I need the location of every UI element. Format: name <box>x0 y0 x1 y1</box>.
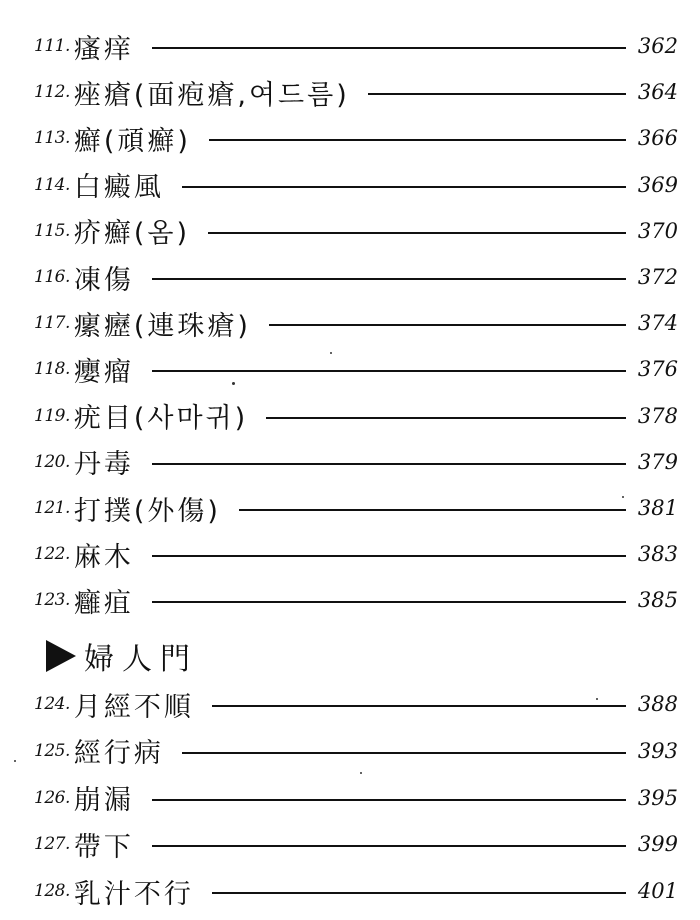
entry-title: 痤瘡(面疱瘡,여드름) <box>73 79 350 111</box>
entry-title: 崩漏 <box>73 785 134 817</box>
scan-speck <box>622 496 624 498</box>
toc-entry <box>34 536 678 572</box>
leader-line <box>152 370 626 372</box>
entry-page-number: 385 <box>637 588 678 613</box>
entry-title: 疥癬(옴) <box>73 218 191 250</box>
entry-number: 117. <box>34 313 70 334</box>
entry-number: 113. <box>34 128 70 149</box>
entry-page-number: 399 <box>637 832 678 857</box>
entry-title: 癬(頑癬) <box>73 125 191 157</box>
entry-title: 丹毒 <box>73 449 134 481</box>
triangle-right-icon <box>46 640 76 672</box>
entry-title: 凍傷 <box>73 264 134 296</box>
entry-number: 125. <box>34 740 70 761</box>
entry-title: 打撲(外傷) <box>73 495 221 527</box>
leader-line <box>368 93 626 95</box>
leader-line <box>182 186 626 188</box>
entry-title: 癰疽 <box>73 587 134 619</box>
scan-speck <box>596 698 598 700</box>
entry-title: 月經不順 <box>73 691 194 723</box>
entry-page-number: 401 <box>637 879 678 904</box>
toc-entry <box>34 351 678 387</box>
entry-page-number: 393 <box>637 738 678 763</box>
entry-page-number: 370 <box>637 218 678 243</box>
entry-title: 瘙痒 <box>73 33 134 65</box>
leader-line <box>212 705 626 707</box>
leader-line <box>182 752 626 754</box>
toc-entry <box>34 582 678 618</box>
toc-entry <box>34 120 678 156</box>
entry-title: 白癜風 <box>73 172 164 204</box>
entry-page-number: 381 <box>637 496 678 520</box>
entry-number: 128. <box>34 881 70 902</box>
entry-title: 癭瘤 <box>73 356 134 388</box>
leader-line <box>269 324 626 326</box>
leader-line <box>209 139 626 141</box>
entry-title: 麻木 <box>73 541 134 573</box>
entry-page-number: 369 <box>637 172 678 197</box>
entry-page-number: 395 <box>637 785 678 810</box>
entry-page-number: 366 <box>637 126 678 151</box>
leader-line <box>266 417 626 419</box>
entry-page-number: 374 <box>637 311 678 336</box>
entry-page-number: 378 <box>637 403 678 428</box>
scan-speck <box>330 352 332 354</box>
entry-page-number: 379 <box>637 449 678 474</box>
toc-entry <box>34 28 678 64</box>
toc-entry <box>34 686 678 722</box>
section-title: 婦人門 <box>84 642 198 677</box>
toc-entry <box>34 780 678 816</box>
section-heading <box>46 634 198 678</box>
scan-speck <box>232 382 235 385</box>
toc-entry <box>34 398 678 434</box>
leader-line <box>152 799 626 801</box>
entry-page-number: 388 <box>637 692 678 716</box>
scan-speck <box>360 772 362 774</box>
entry-number: 115. <box>34 220 70 241</box>
entry-number: 127. <box>34 834 70 855</box>
leader-line <box>152 845 626 847</box>
entry-page-number: 376 <box>637 357 678 382</box>
toc-entry <box>34 733 678 769</box>
leader-line <box>152 278 626 280</box>
entry-number: 116. <box>34 267 70 287</box>
entry-number: 120. <box>34 451 70 472</box>
leader-line <box>239 509 626 511</box>
entry-page-number: 372 <box>637 265 678 289</box>
entry-number: 112. <box>34 82 70 103</box>
entry-number: 119. <box>34 405 70 426</box>
entry-number: 118. <box>34 359 70 380</box>
entry-number: 114. <box>34 174 70 195</box>
entry-title: 瘰癧(連珠瘡) <box>73 310 251 342</box>
toc-entry <box>34 213 678 249</box>
toc-entry <box>34 490 678 526</box>
toc-entry <box>34 444 678 480</box>
entry-number: 126. <box>34 787 70 808</box>
entry-title: 經行病 <box>73 738 164 770</box>
entry-number: 123. <box>34 590 70 611</box>
leader-line <box>152 463 626 465</box>
entry-number: 122. <box>34 544 70 565</box>
toc-entry <box>34 873 678 909</box>
leader-line <box>212 892 626 894</box>
toc-entry <box>34 74 678 110</box>
scan-speck <box>14 760 16 762</box>
leader-line <box>152 601 626 603</box>
entry-title: 帶下 <box>73 831 134 863</box>
toc-entry <box>34 167 678 203</box>
toc-entry <box>34 259 678 295</box>
entry-title: 疣目(사마귀) <box>73 403 249 435</box>
leader-line <box>152 47 626 49</box>
leader-line <box>152 555 626 557</box>
leader-line <box>208 232 626 234</box>
entry-number: 121. <box>34 498 70 518</box>
entry-page-number: 383 <box>637 542 678 567</box>
entry-number: 124. <box>34 694 70 714</box>
entry-number: 111. <box>34 36 70 56</box>
toc-entry <box>34 305 678 341</box>
entry-title: 乳汁不行 <box>73 878 194 910</box>
toc-entry <box>34 826 678 862</box>
entry-page-number: 364 <box>637 80 678 105</box>
entry-page-number: 362 <box>637 34 678 58</box>
